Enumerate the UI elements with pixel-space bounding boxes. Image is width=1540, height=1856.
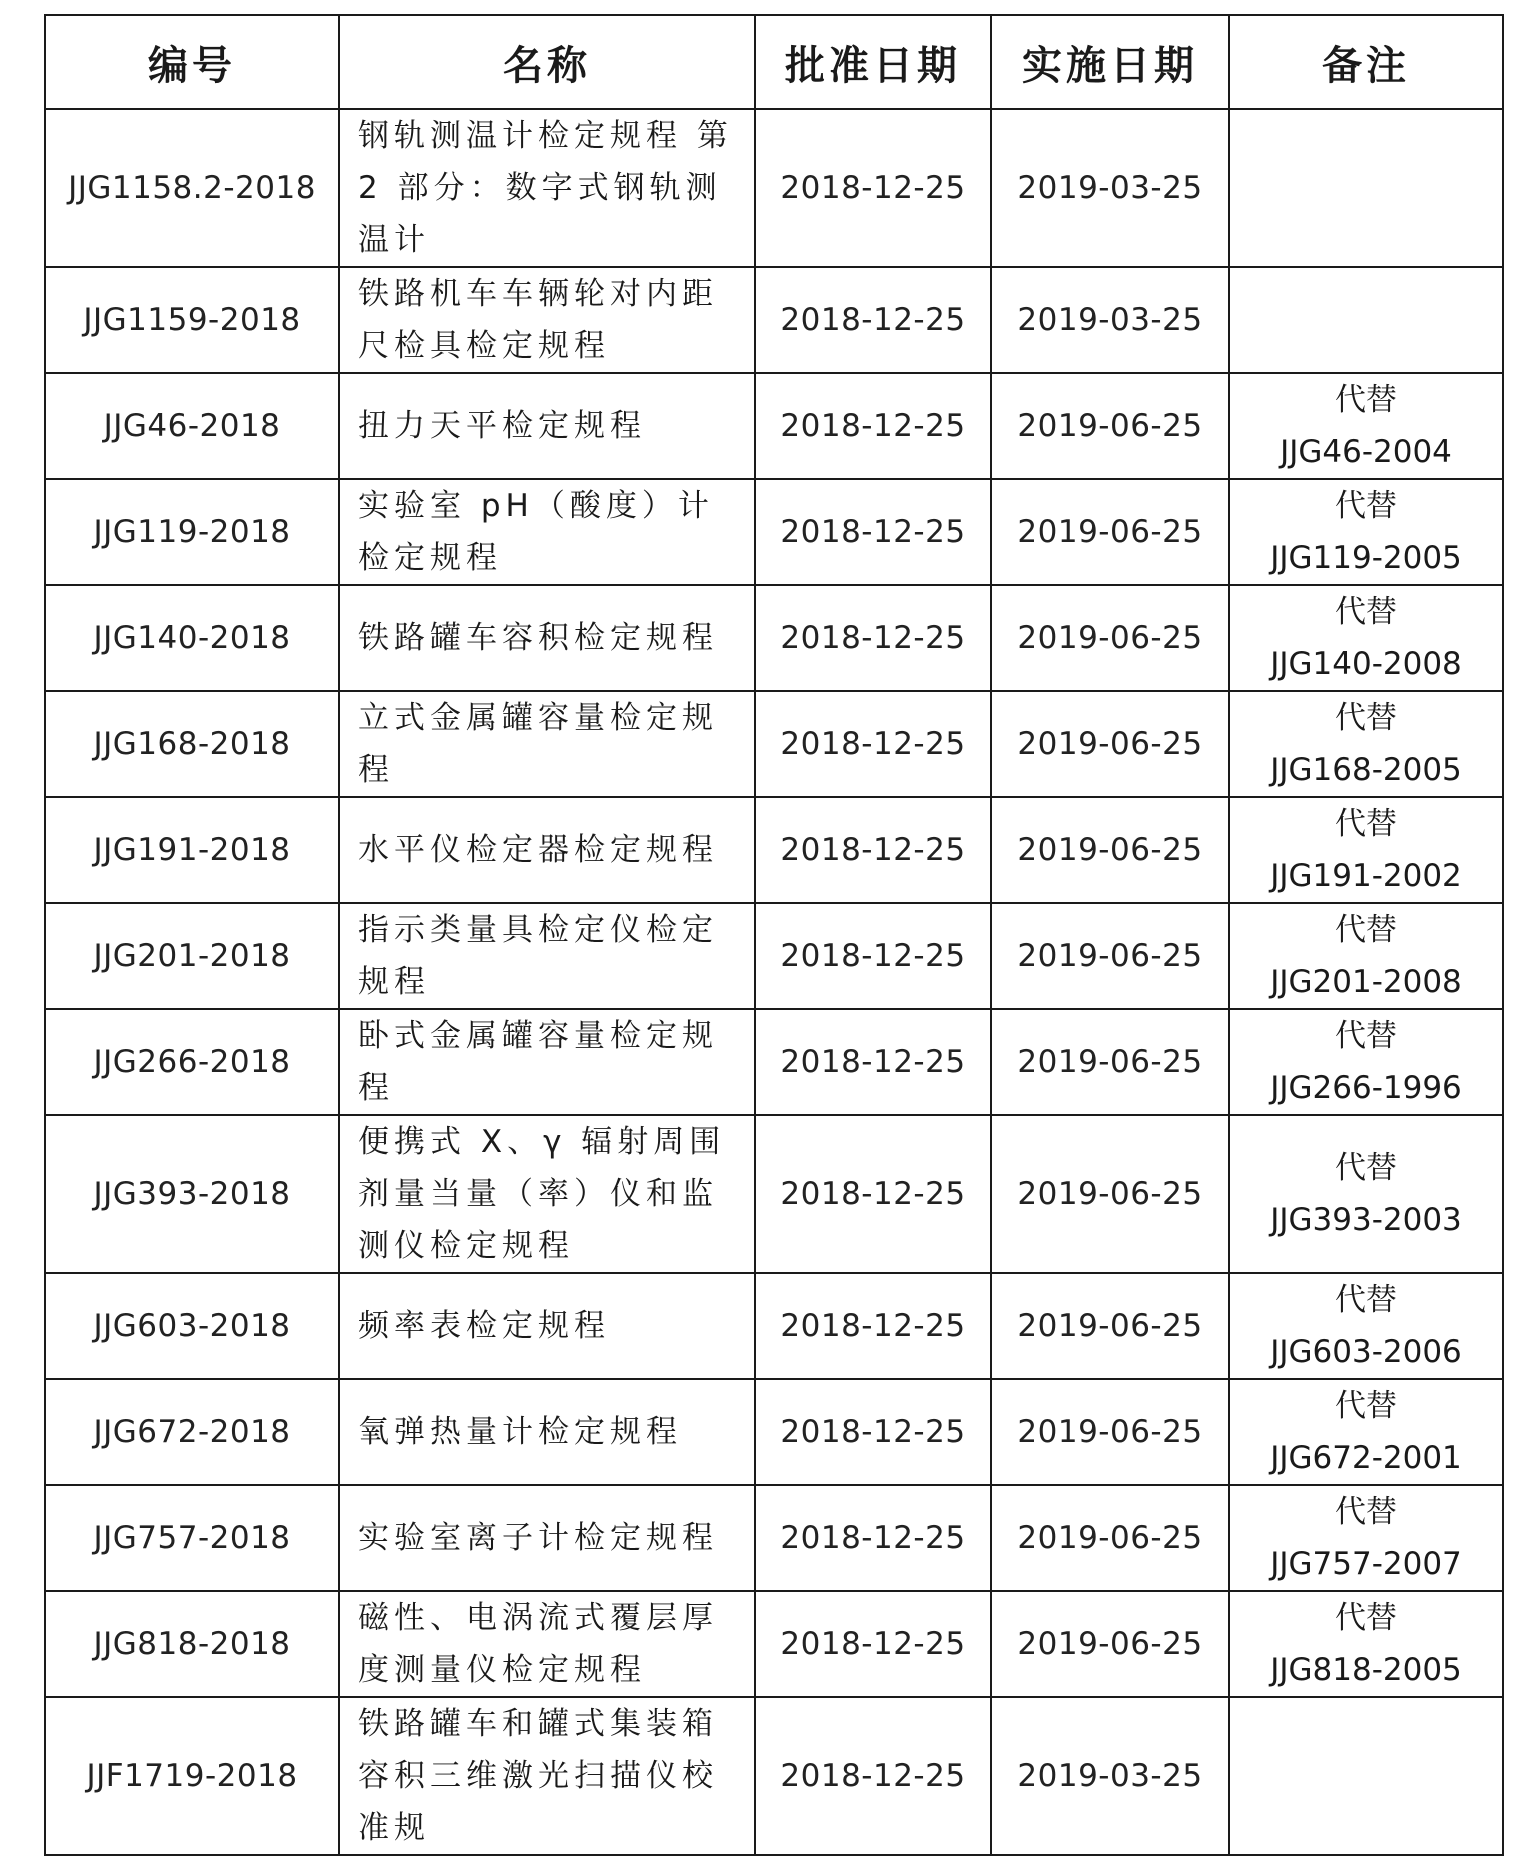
- cell-note: [1229, 1009, 1503, 1115]
- cell-approve-date: 2018-12-25: [755, 585, 991, 691]
- note-label: 代替: [1335, 1018, 1397, 1054]
- table-row: [45, 585, 1503, 691]
- table-row: [45, 479, 1503, 585]
- header-note: 备注: [1229, 15, 1503, 109]
- cell-implement-date: 2019-06-25: [991, 1115, 1229, 1273]
- cell-implement-date: 2019-06-25: [991, 1485, 1229, 1591]
- note-label: 代替: [1335, 1600, 1397, 1636]
- note-ref: JJG757-2007: [1270, 1546, 1462, 1582]
- cell-code: JJG191-2018: [45, 797, 339, 903]
- note-ref: JJG266-1996: [1270, 1070, 1462, 1106]
- cell-code: JJG1159-2018: [45, 267, 339, 373]
- header-implement-date: 实施日期: [991, 15, 1229, 109]
- cell-implement-date: 2019-06-25: [991, 585, 1229, 691]
- cell-code: JJG757-2018: [45, 1485, 339, 1591]
- cell-implement-date: 2019-06-25: [991, 373, 1229, 479]
- note-label: 代替: [1335, 1388, 1397, 1424]
- note-ref: JJG46-2004: [1280, 434, 1452, 470]
- cell-note: [1229, 797, 1503, 903]
- table-header-row: [45, 15, 1503, 109]
- cell-approve-date: 2018-12-25: [755, 1485, 991, 1591]
- cell-approve-date: 2018-12-25: [755, 903, 991, 1009]
- cell-note: [1229, 267, 1503, 373]
- cell-approve-date: 2018-12-25: [755, 1273, 991, 1379]
- table-row: [45, 1273, 1503, 1379]
- cell-name: 水平仪检定器检定规程: [339, 797, 755, 903]
- header-approve-date: 批准日期: [755, 15, 991, 109]
- table-row: [45, 1697, 1503, 1855]
- note-label: 代替: [1335, 594, 1397, 630]
- cell-note: [1229, 691, 1503, 797]
- cell-approve-date: 2018-12-25: [755, 797, 991, 903]
- cell-name: 卧式金属罐容量检定规程: [339, 1009, 755, 1115]
- cell-note: [1229, 1591, 1503, 1697]
- note-label: 代替: [1335, 1282, 1397, 1318]
- table-row: [45, 797, 1503, 903]
- regulations-table: [44, 14, 1504, 1856]
- note-ref: JJG119-2005: [1270, 540, 1462, 576]
- note-label: 代替: [1335, 382, 1397, 418]
- note-label: 代替: [1335, 700, 1397, 736]
- table-row: [45, 109, 1503, 267]
- note-label: 代替: [1335, 912, 1397, 948]
- table-row: [45, 903, 1503, 1009]
- table-row: [45, 1009, 1503, 1115]
- cell-implement-date: 2019-06-25: [991, 1379, 1229, 1485]
- cell-implement-date: 2019-06-25: [991, 479, 1229, 585]
- cell-name: 便携式 X、γ 辐射周围剂量当量（率）仪和监测仪检定规程: [339, 1115, 755, 1273]
- table-row: [45, 373, 1503, 479]
- document-page: [44, 14, 1502, 1856]
- cell-note: [1229, 585, 1503, 691]
- note-ref: JJG168-2005: [1270, 752, 1462, 788]
- cell-name: 铁路罐车和罐式集装箱容积三维激光扫描仪校准规: [339, 1697, 755, 1855]
- cell-code: JJG46-2018: [45, 373, 339, 479]
- cell-implement-date: 2019-06-25: [991, 1273, 1229, 1379]
- cell-note: [1229, 1697, 1503, 1855]
- cell-implement-date: 2019-03-25: [991, 267, 1229, 373]
- cell-name: 指示类量具检定仪检定规程: [339, 903, 755, 1009]
- note-label: 代替: [1335, 1150, 1397, 1186]
- cell-code: JJG672-2018: [45, 1379, 339, 1485]
- cell-name: 实验室 pH（酸度）计检定规程: [339, 479, 755, 585]
- cell-approve-date: 2018-12-25: [755, 1591, 991, 1697]
- note-ref: JJG140-2008: [1270, 646, 1462, 682]
- cell-approve-date: 2018-12-25: [755, 1379, 991, 1485]
- cell-code: JJG1158.2-2018: [45, 109, 339, 267]
- note-ref: JJG393-2003: [1270, 1202, 1462, 1238]
- note-ref: JJG201-2008: [1270, 964, 1462, 1000]
- cell-code: JJG393-2018: [45, 1115, 339, 1273]
- note-ref: JJG818-2005: [1270, 1652, 1462, 1688]
- cell-name: 钢轨测温计检定规程 第 2 部分：数字式钢轨测温计: [339, 109, 755, 267]
- cell-code: JJG818-2018: [45, 1591, 339, 1697]
- note-ref: JJG672-2001: [1270, 1440, 1462, 1476]
- cell-approve-date: 2018-12-25: [755, 267, 991, 373]
- cell-implement-date: 2019-06-25: [991, 1591, 1229, 1697]
- cell-name: 铁路罐车容积检定规程: [339, 585, 755, 691]
- cell-note: [1229, 479, 1503, 585]
- cell-code: JJF1719-2018: [45, 1697, 339, 1855]
- table-row: [45, 1485, 1503, 1591]
- cell-note: [1229, 1115, 1503, 1273]
- cell-name: 铁路机车车辆轮对内距尺检具检定规程: [339, 267, 755, 373]
- cell-name: 立式金属罐容量检定规程: [339, 691, 755, 797]
- table-row: [45, 1379, 1503, 1485]
- cell-approve-date: 2018-12-25: [755, 109, 991, 267]
- cell-code: JJG168-2018: [45, 691, 339, 797]
- cell-approve-date: 2018-12-25: [755, 373, 991, 479]
- table-row: [45, 1115, 1503, 1273]
- cell-note: [1229, 903, 1503, 1009]
- cell-code: JJG266-2018: [45, 1009, 339, 1115]
- cell-approve-date: 2018-12-25: [755, 1115, 991, 1273]
- note-ref: JJG191-2002: [1270, 858, 1462, 894]
- cell-implement-date: 2019-06-25: [991, 1009, 1229, 1115]
- cell-implement-date: 2019-06-25: [991, 903, 1229, 1009]
- cell-name: 扭力天平检定规程: [339, 373, 755, 479]
- cell-implement-date: 2019-03-25: [991, 109, 1229, 267]
- cell-name: 氧弹热量计检定规程: [339, 1379, 755, 1485]
- cell-name: 频率表检定规程: [339, 1273, 755, 1379]
- cell-name: 实验室离子计检定规程: [339, 1485, 755, 1591]
- cell-code: JJG140-2018: [45, 585, 339, 691]
- cell-note: [1229, 1379, 1503, 1485]
- cell-note: [1229, 373, 1503, 479]
- cell-implement-date: 2019-06-25: [991, 797, 1229, 903]
- cell-name: 磁性、电涡流式覆层厚度测量仪检定规程: [339, 1591, 755, 1697]
- header-name: 名称: [339, 15, 755, 109]
- cell-code: JJG603-2018: [45, 1273, 339, 1379]
- table-row: [45, 1591, 1503, 1697]
- table-row: [45, 691, 1503, 797]
- note-ref: JJG603-2006: [1270, 1334, 1462, 1370]
- table-row: [45, 267, 1503, 373]
- cell-code: JJG119-2018: [45, 479, 339, 585]
- note-label: 代替: [1335, 806, 1397, 842]
- cell-code: JJG201-2018: [45, 903, 339, 1009]
- cell-approve-date: 2018-12-25: [755, 1009, 991, 1115]
- cell-note: [1229, 1273, 1503, 1379]
- cell-approve-date: 2018-12-25: [755, 691, 991, 797]
- cell-note: [1229, 109, 1503, 267]
- note-label: 代替: [1335, 488, 1397, 524]
- cell-implement-date: 2019-03-25: [991, 1697, 1229, 1855]
- cell-implement-date: 2019-06-25: [991, 691, 1229, 797]
- cell-approve-date: 2018-12-25: [755, 479, 991, 585]
- cell-approve-date: 2018-12-25: [755, 1697, 991, 1855]
- note-label: 代替: [1335, 1494, 1397, 1530]
- header-code: 编号: [45, 15, 339, 109]
- cell-note: [1229, 1485, 1503, 1591]
